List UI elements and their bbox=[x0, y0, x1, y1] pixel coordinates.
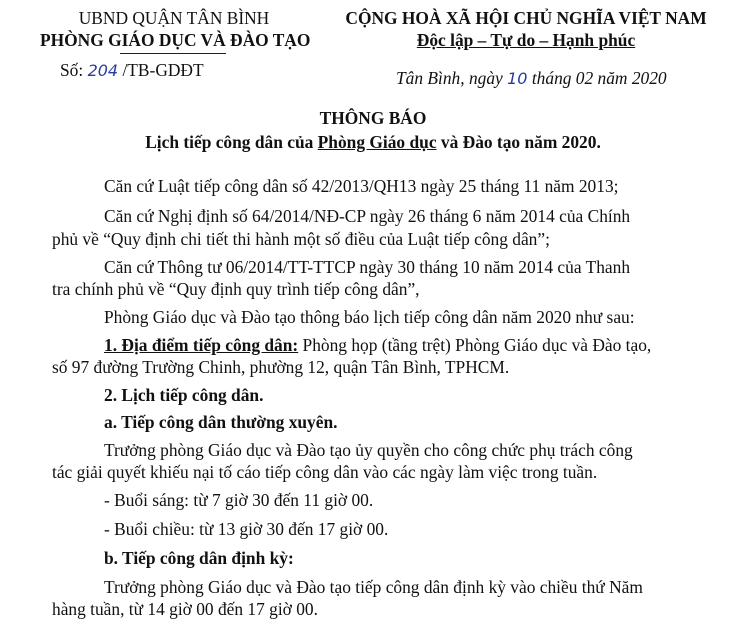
legal-basis-3-line2: tra chính phủ về “Quy định quy trình tiếp công dân”, bbox=[52, 279, 420, 299]
item-2b-heading: b. Tiếp công dân định kỳ: bbox=[104, 548, 294, 568]
number-suffix: /TB-GDĐT bbox=[122, 60, 204, 80]
document-title: THÔNG BÁO bbox=[319, 108, 427, 128]
document-subtitle bbox=[0, 132, 746, 153]
subtitle-part-1: Lịch tiếp công dân của bbox=[145, 132, 318, 152]
periodic-paragraph-line2: hàng tuần, từ 14 giờ 00 đến 17 giờ 00. bbox=[52, 599, 318, 619]
announcement-intro: Phòng Giáo dục và Đào tạo thông báo lịch tiếp công dân năm 2020 như sau: bbox=[104, 307, 635, 327]
regular-paragraph-line1: Trưởng phòng Giáo dục và Đào tạo ủy quyền cho công chức phụ trách công bbox=[104, 440, 633, 460]
item-1-label: 1. Địa điểm tiếp công dân: bbox=[104, 335, 299, 355]
item-1-location bbox=[104, 335, 651, 356]
subtitle-part-2: và Đào tạo năm 2020. bbox=[436, 132, 601, 152]
morning-hours: - Buổi sáng: từ 7 giờ 30 đến 11 giờ 00. bbox=[104, 490, 374, 510]
date-prefix: Tân Bình, ngày bbox=[396, 68, 503, 88]
afternoon-hours: - Buổi chiều: từ 13 giờ 30 đến 17 giờ 00. bbox=[104, 519, 389, 539]
handwritten-number: 204 bbox=[87, 61, 119, 80]
regular-paragraph-line2: tác giải quyết khiếu nại tố cáo tiếp công dân vào các ngày làm việc trong tuần. bbox=[52, 462, 598, 482]
department-name: PHÒNG GIÁO DỤC VÀ ĐÀO TẠO bbox=[40, 30, 311, 50]
handwritten-day: 10 bbox=[507, 69, 528, 88]
periodic-paragraph-line1: Trưởng phòng Giáo dục và Đào tạo tiếp công dân định kỳ vào chiều thứ Năm bbox=[104, 577, 643, 597]
date-suffix: tháng 02 năm 2020 bbox=[531, 68, 667, 88]
document-number bbox=[60, 60, 204, 81]
legal-basis-1: Căn cứ Luật tiếp công dân số 42/2013/QH13 ngày 25 tháng 11 năm 2013; bbox=[104, 176, 619, 196]
item-2-heading: 2. Lịch tiếp công dân. bbox=[104, 385, 264, 405]
left-divider bbox=[120, 53, 226, 54]
document-date bbox=[396, 68, 667, 89]
agency-name: UBND QUẬN TÂN BÌNH bbox=[78, 8, 270, 28]
item-1-address: số 97 đường Trường Chinh, phường 12, quận Tân Bình, TPHCM. bbox=[52, 357, 510, 377]
item-2a-heading: a. Tiếp công dân thường xuyên. bbox=[104, 412, 338, 432]
number-prefix: Số: bbox=[60, 60, 84, 80]
legal-basis-3-line1: Căn cứ Thông tư 06/2014/TT-TTCP ngày 30 tháng 10 năm 2014 của Thanh bbox=[104, 257, 631, 277]
national-motto: Độc lập – Tự do – Hạnh phúc bbox=[416, 30, 636, 50]
legal-basis-2-line1: Căn cứ Nghị định số 64/2014/NĐ-CP ngày 26 tháng 6 năm 2014 của Chính bbox=[104, 206, 631, 226]
legal-basis-2-line2: phủ về “Quy định chi tiết thi hành một số điều của Luật tiếp công dân”; bbox=[52, 229, 550, 249]
subtitle-underlined: Phòng Giáo dục bbox=[317, 132, 437, 152]
item-1-text: Phòng họp (tầng trệt) Phòng Giáo dục và Đào tạo, bbox=[298, 335, 652, 355]
national-title: CỘNG HOÀ XÃ HỘI CHỦ NGHĨA VIỆT NAM bbox=[345, 8, 707, 28]
